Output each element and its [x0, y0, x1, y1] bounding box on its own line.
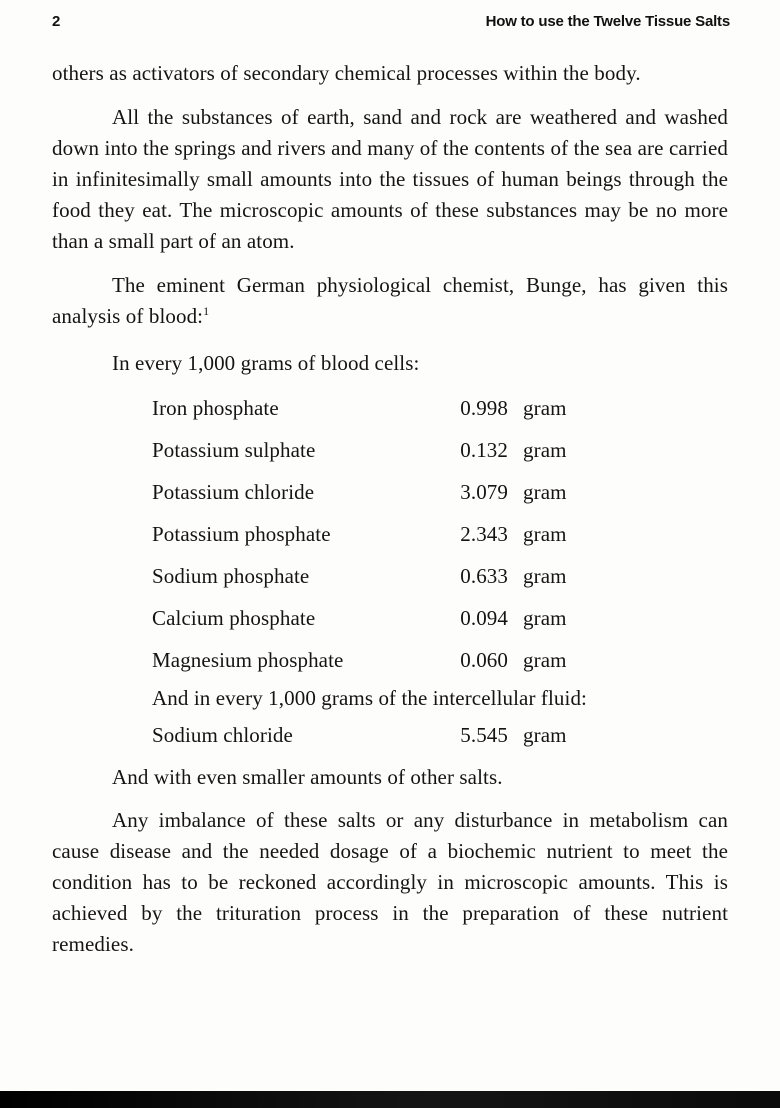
substance-name: Potassium chloride	[152, 480, 315, 504]
paragraph-bunge-text: The eminent German physiological chemist, Bunge, has given this analysis of blood:	[52, 273, 728, 328]
table-row	[152, 471, 728, 513]
substance-value: 3.079	[460, 480, 508, 504]
footnote-marker: 1	[203, 304, 210, 318]
intercellular-table	[152, 714, 728, 756]
intercellular-intro: And in every 1,000 grams of the intercellular fluid:	[152, 686, 587, 710]
blood-analysis-table	[152, 387, 728, 681]
table-row	[152, 597, 728, 639]
substance-value: 0.060	[460, 648, 508, 672]
substance-value: 0.094	[460, 606, 508, 630]
page-header	[0, 0, 780, 31]
substance-name: Magnesium phosphate	[152, 648, 344, 672]
paragraph-bunge	[52, 270, 728, 332]
table-row	[152, 429, 728, 471]
substance-unit: gram	[523, 396, 567, 420]
substance-unit: gram	[523, 480, 567, 504]
list-intro: In every 1,000 grams of blood cells:	[112, 351, 420, 375]
substance-unit: gram	[523, 723, 567, 747]
substance-unit: gram	[523, 522, 567, 546]
substance-name: Potassium phosphate	[152, 522, 331, 546]
substance-value: 5.545	[460, 723, 508, 747]
paragraph-substances: All the substances of earth, sand and rock are weathered and washed down into the springs and rivers and many of the contents of the sea are carried in infinitesimally small amounts into the tissues of human beings through the food they eat. The microscopic amounts of these substances may be no more than a small part of an atom.	[52, 105, 728, 253]
substance-unit: gram	[523, 438, 567, 462]
substance-value: 0.132	[460, 438, 508, 462]
substance-name: Calcium phosphate	[152, 606, 316, 630]
page-body	[0, 31, 780, 960]
substance-unit: gram	[523, 564, 567, 588]
table-row	[152, 714, 728, 756]
substance-value: 0.998	[460, 396, 508, 420]
substance-value: 0.633	[460, 564, 508, 588]
page-number: 2	[52, 13, 61, 30]
substance-value: 2.343	[460, 522, 508, 546]
paragraph-continuation: others as activators of secondary chemical processes within the body.	[52, 61, 641, 85]
substance-name: Sodium phosphate	[152, 564, 310, 588]
smaller-amounts-line: And with even smaller amounts of other salts.	[112, 765, 503, 789]
substance-unit: gram	[523, 606, 567, 630]
table-row	[152, 513, 728, 555]
table-row	[152, 555, 728, 597]
paragraph-imbalance: Any imbalance of these salts or any disturbance in metabolism can cause disease and the needed dosage of a biochemic nutrient to meet the condition has to be reckoned accordingly in microscopic amounts. This is achieved by the trituration process in the preparation of these nutrient remedies.	[52, 808, 728, 956]
substance-name: Sodium chloride	[152, 723, 293, 747]
substance-unit: gram	[523, 648, 567, 672]
table-row	[152, 639, 728, 681]
running-title: How to use the Twelve Tissue Salts	[485, 13, 730, 30]
substance-name: Iron phosphate	[152, 396, 279, 420]
scan-artifact-bar	[0, 1091, 780, 1108]
substance-name: Potassium sulphate	[152, 438, 316, 462]
table-row	[152, 387, 728, 429]
